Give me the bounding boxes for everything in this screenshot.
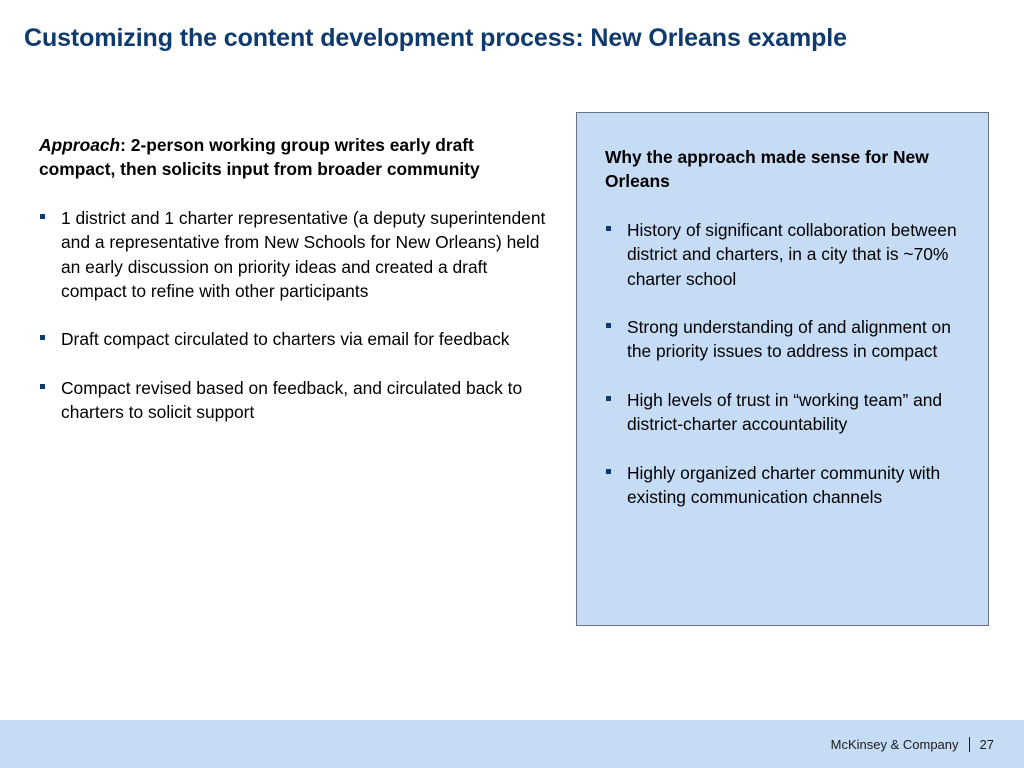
approach-text: : 2-person working group writes early draft compact, then solicits input from broader community	[39, 135, 480, 180]
approach-bullet: 1 district and 1 charter representative (a deputy superintendent and a representative from New Schools for New Orleans) held an early discussion on priority ideas and created a draft compact to refine with other participants	[39, 206, 549, 304]
slide-title: Customizing the content development process: New Orleans example	[24, 24, 847, 52]
approach-bullet: Draft compact circulated to charters via email for feedback	[39, 327, 549, 351]
rationale-bullet: High levels of trust in “working team” and district-charter accountability	[605, 388, 958, 437]
company-name: McKinsey & Company	[830, 737, 959, 752]
approach-heading	[39, 133, 549, 182]
rationale-title: Why the approach made sense for New Orleans	[605, 147, 929, 192]
rationale-bullet: Strong understanding of and alignment on the priority issues to address in compact	[605, 315, 958, 364]
approach-bullet: Compact revised based on feedback, and circulated back to charters to solicit support	[39, 376, 549, 425]
approach-bullet-list	[39, 206, 549, 425]
rationale-bullet: History of significant collaboration between district and charters, in a city that is ~70% charter school	[605, 218, 958, 291]
page-number: 27	[979, 737, 994, 752]
rationale-bullet-list	[605, 218, 958, 510]
rationale-bullet: Highly organized charter community with existing communication channels	[605, 461, 958, 510]
footer	[831, 737, 994, 752]
approach-label: Approach	[39, 135, 121, 155]
approach-section	[39, 133, 549, 449]
rationale-box	[576, 112, 989, 626]
footer-divider	[969, 737, 970, 752]
